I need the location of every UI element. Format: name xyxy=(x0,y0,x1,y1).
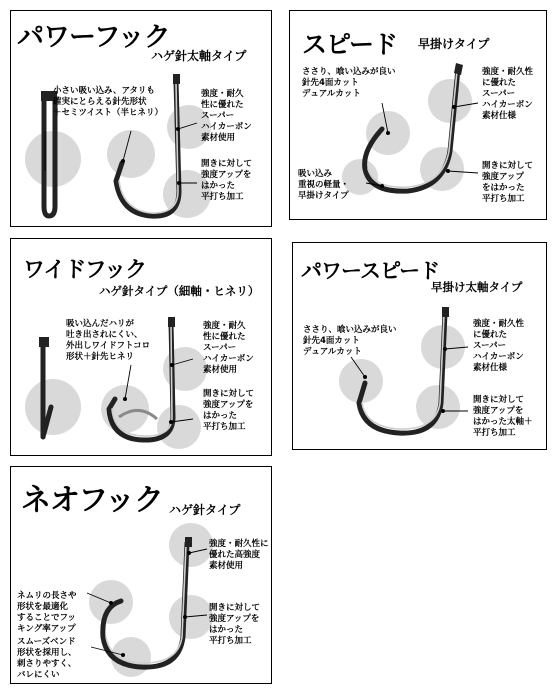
panel-title: スピード xyxy=(302,30,398,59)
note-material: 強度・耐久性 に優れた スーパー ハイカーボン 素材仕様 xyxy=(473,319,525,373)
note-flat-press: 開きに対して 強度アップを はかった 平打ち加工 xyxy=(209,603,261,646)
note-material: 強度・耐久 性に優れた スーパー ハイカーボン 素材使用 xyxy=(203,321,254,375)
note-hook-point: ささり、喰い込みが良い 針先4面カット デュアルカット xyxy=(303,325,397,357)
note-material: 強度・耐久 性に優れた スーパー ハイカーボン 素材使用 xyxy=(201,89,252,143)
panel-title: パワースピード xyxy=(301,259,440,283)
panel-title: ネオフック xyxy=(21,483,163,518)
note-wide-throat: 吸い込んだハリが 吐き出されにくい、 外出しワイドフトコロ 形状＋針先ヒネリ xyxy=(66,319,151,362)
note-flat-press: 開きに対して 強度アップを はかった 平打ち加工 xyxy=(201,159,253,202)
panel-subtitle: ハゲ針タイプ xyxy=(169,503,241,517)
note-flat-press: 開きに対して 強度アップ をはかった 平打ち加工 xyxy=(482,161,534,204)
note-hook-point: 小さい吸い込み、アタリも 確実にとらえる針先形状 ＋セミツイスト（半ヒネリ） xyxy=(53,86,163,118)
note-flat-press: 開きに対して 強度アップを はかった太軸＋ 平打ち加工 xyxy=(473,395,533,438)
note-point-shape: ネムリの長さや 形状を最適化 することでフッ キング率アップ xyxy=(17,591,77,634)
panel-speed xyxy=(289,10,547,220)
panel-wide-hook xyxy=(10,238,272,456)
panel-power-hook xyxy=(10,10,272,227)
panel-title: ワイドフック xyxy=(23,258,147,283)
panel-subtitle: 早掛けタイプ xyxy=(418,37,490,51)
note-flat-press: 開きに対して 強度アップを はかった 平打ち加工 xyxy=(203,389,255,432)
note-smooth-bend: スムーズベンド 形状を採用し、 刺さりやすく、 バレにくい xyxy=(17,637,77,680)
panel-title: パワーフック xyxy=(17,22,170,53)
note-hook-point: ささり、喰い込みが良い 針先4面カット デュアルカット xyxy=(302,67,396,99)
panel-subtitle: ハゲ針太軸タイプ xyxy=(151,49,247,63)
note-light-weight: 吸い込み 重視の軽量・ 早掛けタイプ xyxy=(298,169,350,201)
panel-power-speed xyxy=(292,242,547,450)
panel-subtitle: 早掛け太軸タイプ xyxy=(431,280,523,294)
panel-subtitle: ハゲ針タイプ（細軸・ヒネリ） xyxy=(99,284,260,298)
note-material: 強度・耐久性 に優れた スーパー ハイカーボン 素材仕様 xyxy=(482,67,534,121)
note-material: 強度・耐久性に 優れた高強度 素材使用 xyxy=(209,539,269,571)
panel-neo-hook xyxy=(10,466,272,684)
